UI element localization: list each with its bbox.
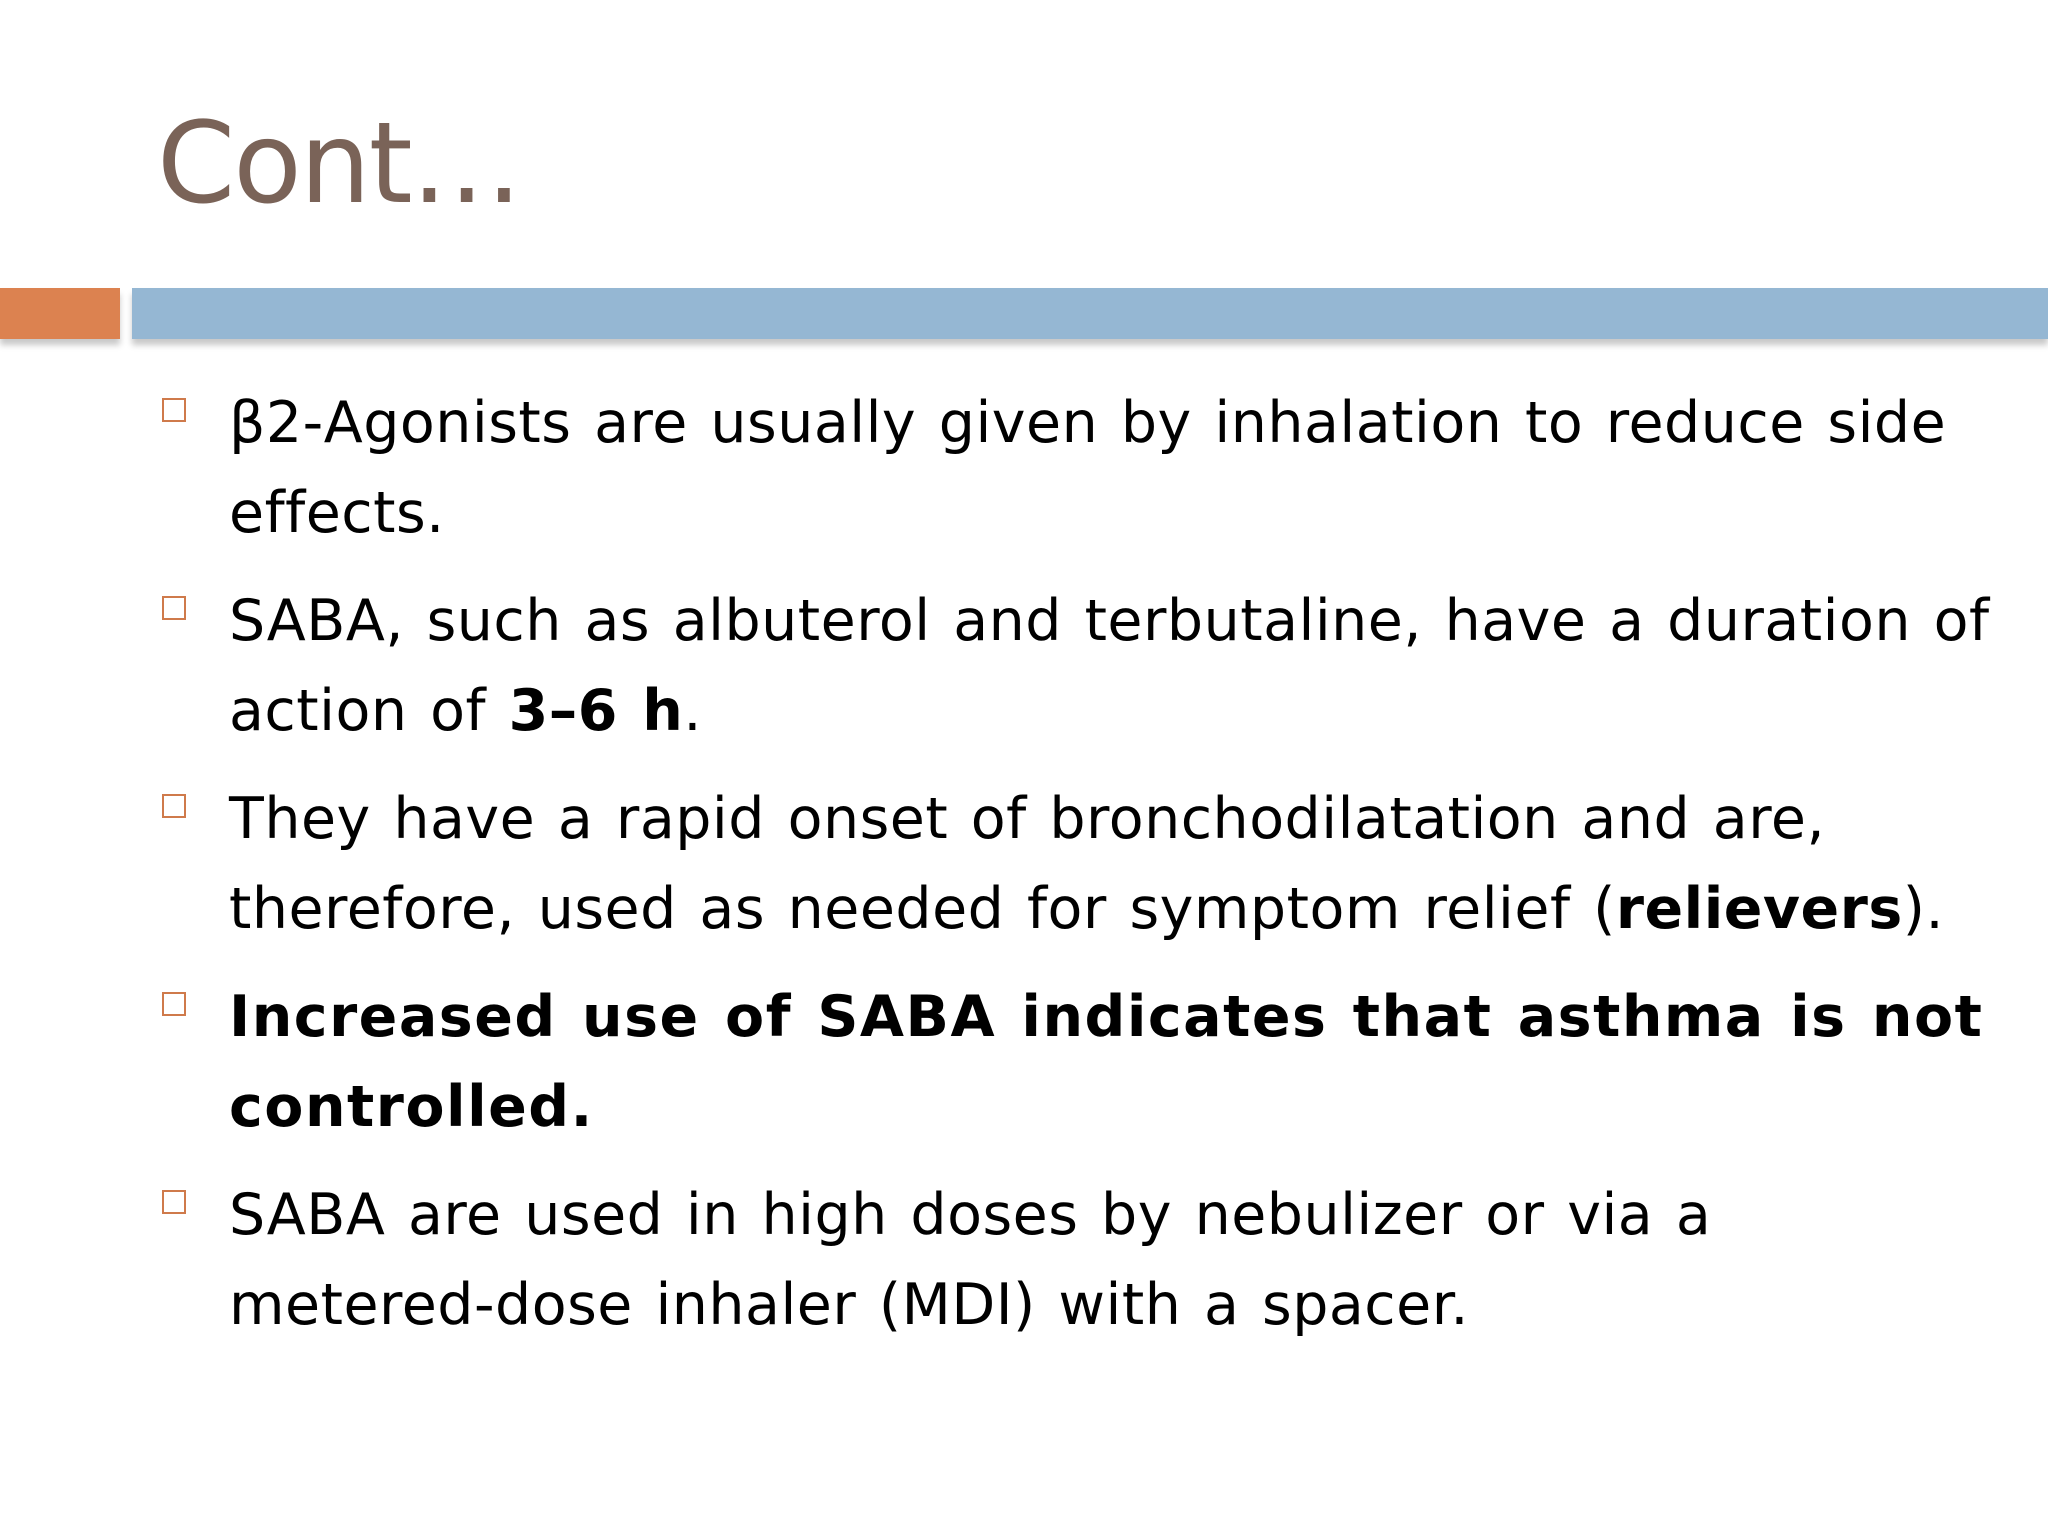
title-accent-bar-orange xyxy=(0,288,120,339)
bullet-bold-text: relievers xyxy=(1615,876,1903,942)
bullet-text: SABA, such as albuterol and terbutaline, have a duration of action of xyxy=(229,588,1990,744)
bullet-list xyxy=(0,378,2048,1368)
bullet-item-2 xyxy=(0,576,2048,756)
bullet-bold-text: 3–6 h xyxy=(508,678,684,744)
bullet-text: Increased use of SABA indicates that asthma is not controlled. xyxy=(229,984,1984,1140)
bullet-text: β2-Agonists are usually given by inhalation to reduce side effects. xyxy=(229,390,1947,546)
bullet-text: SABA are used in high doses by nebulizer or via a metered-dose inhaler (MDI) with a spacer. xyxy=(229,1182,1712,1338)
square-bullet-icon xyxy=(162,992,186,1016)
square-bullet-icon xyxy=(162,596,186,620)
bullet-item-5 xyxy=(0,1170,2048,1350)
square-bullet-icon xyxy=(162,1190,186,1214)
slide-title: Cont… xyxy=(157,99,521,229)
bullet-item-4 xyxy=(0,972,2048,1152)
bullet-text-end: . xyxy=(683,678,703,744)
square-bullet-icon xyxy=(162,794,186,818)
bullet-text-end: ). xyxy=(1902,876,1945,942)
title-accent-bar-blue xyxy=(132,288,2048,339)
bullet-text: They have a rapid onset of bronchodilatation and are, therefore, used as needed for symptom relief ( xyxy=(229,786,1826,942)
square-bullet-icon xyxy=(162,398,186,422)
bullet-item-3 xyxy=(0,774,2048,954)
bullet-item-1 xyxy=(0,378,2048,558)
